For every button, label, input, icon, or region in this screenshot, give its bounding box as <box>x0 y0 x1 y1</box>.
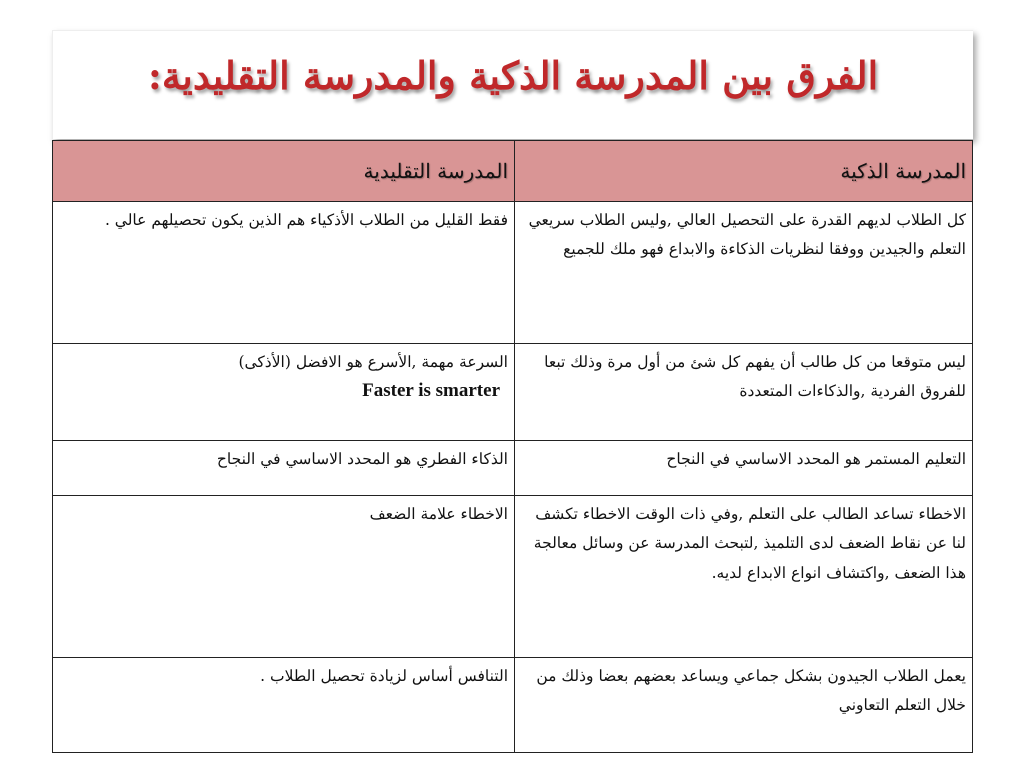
cell-smart: الاخطاء تساعد الطالب على التعلم ,وفي ذات الوقت الاخطاء تكشف لنا عن نقاط الضعف لدى التلميذ ,لتبحث المدرسة عن وسائل معالجة هذا الضعف ,واكتشاف انواع الابداع لديه. <box>515 496 973 658</box>
cell-traditional-text: السرعة مهمة ,الأسرع هو الافضل (الأذكى) <box>238 353 508 371</box>
cell-traditional: الذكاء الفطري هو المحدد الاساسي في النجاح <box>53 441 515 496</box>
table-row <box>53 658 973 753</box>
table-row <box>53 344 973 441</box>
header-traditional-school: المدرسة التقليدية <box>53 141 515 202</box>
cell-traditional <box>53 344 515 441</box>
cell-traditional-english: Faster is smarter <box>362 380 500 402</box>
table-row <box>53 441 973 496</box>
comparison-table <box>52 140 973 753</box>
cell-smart: التعليم المستمر هو المحدد الاساسي في النجاح <box>515 441 973 496</box>
slide-title: الفرق بين المدرسة الذكية والمدرسة التقليدية: <box>147 53 879 98</box>
header-smart-school: المدرسة الذكية <box>515 141 973 202</box>
title-panel <box>52 30 973 139</box>
table-row <box>53 496 973 658</box>
cell-smart: كل الطلاب لديهم القدرة على التحصيل العالي ,وليس الطلاب سريعي التعلم والجيدين ووفقا لنظريات الذكاءة والابداع فهو ملك للجميع <box>515 202 973 344</box>
cell-smart: ليس متوقعا من كل طالب أن يفهم كل شئ من أول مرة وذلك تبعا للفروق الفردية ,والذكاءات المتعددة <box>515 344 973 441</box>
cell-traditional: فقط القليل من الطلاب الأذكياء هم الذين يكون تحصيلهم عالي . <box>53 202 515 344</box>
cell-traditional: التنافس أساس لزيادة تحصيل الطلاب . <box>53 658 515 753</box>
cell-traditional: الاخطاء علامة الضعف <box>53 496 515 658</box>
table-row <box>53 202 973 344</box>
cell-smart: يعمل الطلاب الجيدون بشكل جماعي ويساعد بعضهم بعضا وذلك من خلال التعلم التعاوني <box>515 658 973 753</box>
table-header-row <box>53 141 973 202</box>
